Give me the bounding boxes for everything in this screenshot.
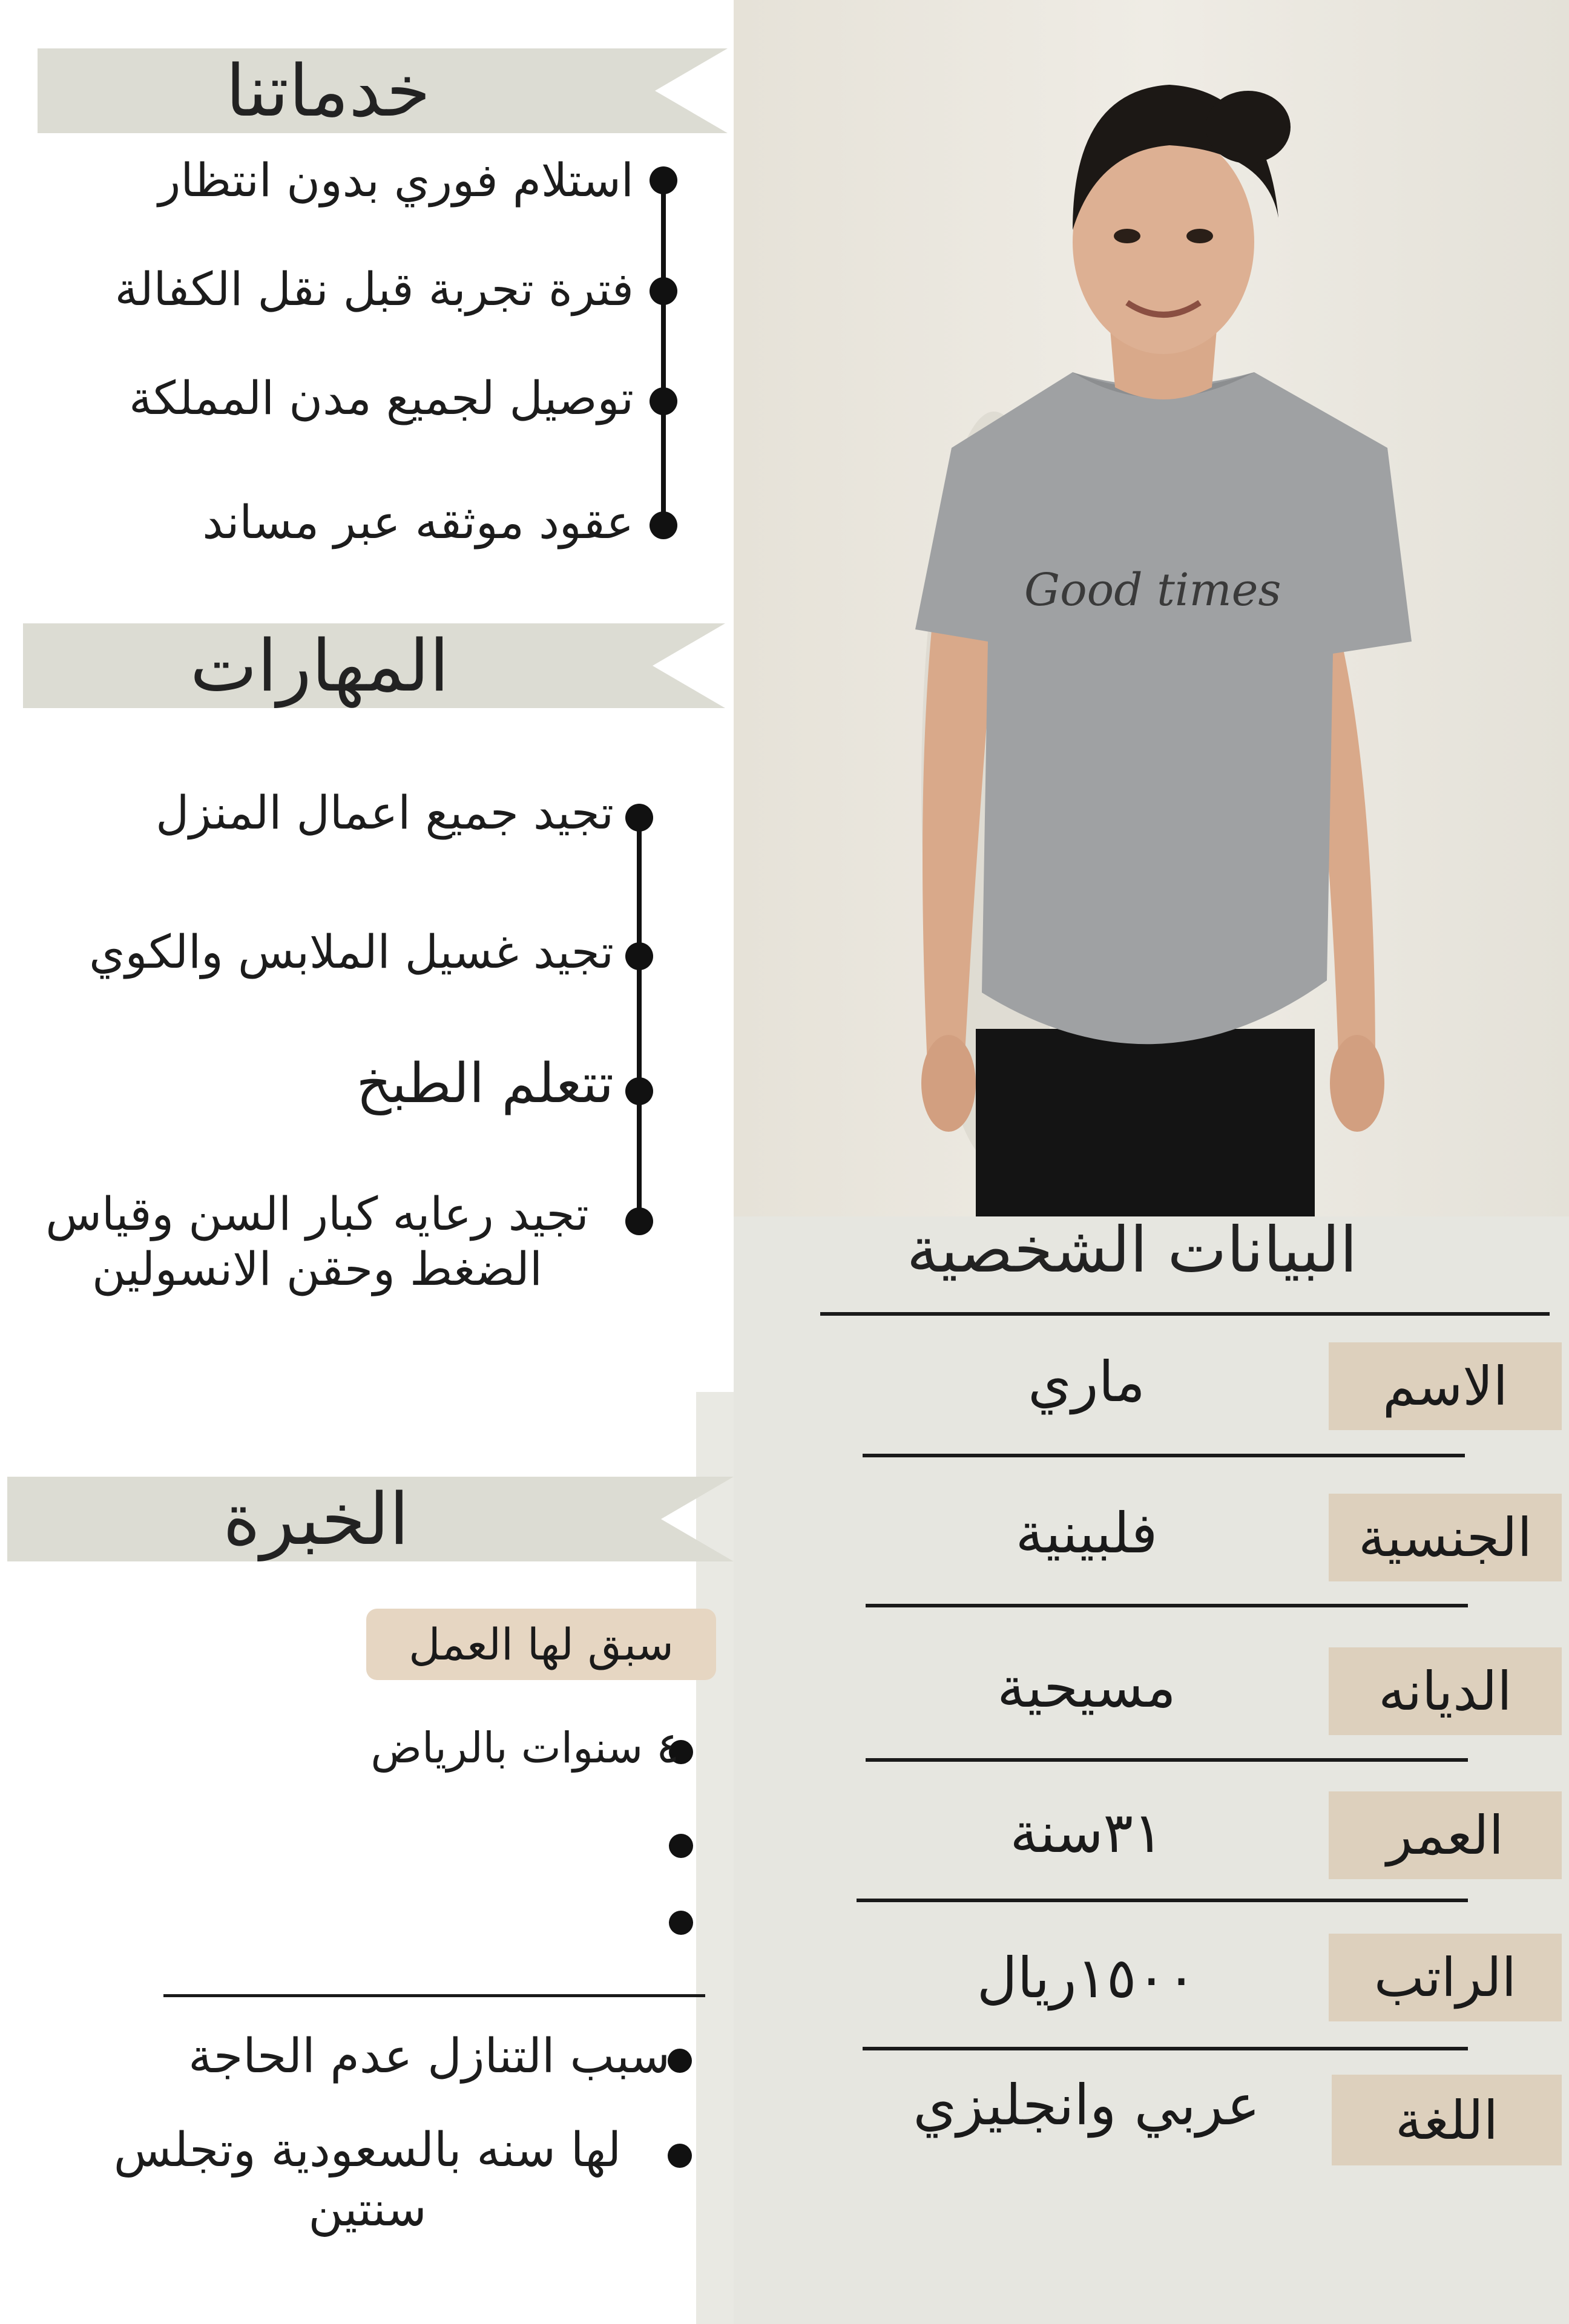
value-age: ٣١سنة (1010, 1800, 1163, 1865)
bullet-dot (625, 804, 653, 832)
label-language: اللغة (1332, 2075, 1562, 2165)
bullet-dot (625, 942, 653, 970)
experience-tag: سبق لها العمل (366, 1609, 716, 1680)
shirt-print-text: Good times (1024, 564, 1281, 616)
experience-title: الخبرة (223, 1477, 409, 1561)
skill-item: تتعلم الطبخ (356, 1052, 614, 1115)
experience-header (7, 1477, 734, 1561)
bullet-dot (625, 1207, 653, 1235)
value-nationality: فلبينية (1015, 1501, 1158, 1566)
row-rule (863, 2047, 1468, 2050)
services-timeline (661, 174, 666, 527)
value-language: عربي وانجليزي (913, 2073, 1260, 2138)
bullet-dot (650, 277, 677, 305)
title-rule (820, 1312, 1550, 1316)
service-item: فترة تجربة قبل نقل الكفالة (114, 262, 634, 316)
label-name: الاسم (1329, 1342, 1562, 1430)
bullet-dot (650, 166, 677, 194)
row-rule (857, 1899, 1468, 1902)
bullet-dot (668, 2049, 692, 2073)
note-item: سبب التنازل عدم الحاجة (188, 2029, 670, 2084)
bullet-dot (669, 1911, 693, 1935)
services-header (38, 48, 728, 133)
experience-item: ٤ سنوات بالرياض (370, 1723, 679, 1773)
service-item: استلام فوري بدون انتظار (158, 153, 634, 207)
skills-header (23, 623, 725, 708)
label-nationality: الجنسية (1329, 1494, 1562, 1581)
value-name: ماري (1028, 1350, 1145, 1414)
skill-item: تجيد رعايه كبار السن وقياس الضغط وحقن الانسولين (45, 1187, 589, 1296)
skills-timeline (637, 817, 642, 1221)
label-age: العمر (1329, 1791, 1562, 1879)
label-salary: الراتب (1329, 1934, 1562, 2021)
worker-photo (734, 0, 1569, 1216)
bullet-dot (650, 387, 677, 415)
services-title: خدماتنا (225, 49, 431, 133)
bullet-dot (625, 1077, 653, 1105)
skill-item: تجيد جميع اعمال المنزل (156, 786, 614, 839)
skill-item: تجيد غسيل الملابس والكوي (89, 925, 614, 979)
row-rule (866, 1604, 1468, 1607)
row-rule (863, 1454, 1465, 1457)
value-salary: ١٥٠٠ريال (976, 1946, 1197, 2011)
person-illustration (734, 0, 1569, 1216)
label-religion: الديانه (1329, 1647, 1562, 1735)
skills-title: المهارات (189, 624, 450, 707)
bullet-dot (669, 1834, 693, 1858)
bullet-dot (668, 2144, 692, 2168)
divider (163, 1994, 705, 1997)
personal-data-title: البيانات الشخصية (906, 1213, 1358, 1287)
service-item: توصيل لجميع مدن المملكة (129, 371, 634, 425)
note-item: لها سنه بالسعودية وتجلس سنتين (113, 2123, 622, 2237)
value-religion: مسيحية (997, 1655, 1176, 1720)
row-rule (866, 1758, 1468, 1762)
bullet-dot (650, 511, 677, 539)
service-item: عقود موثقه عبر مساند (202, 495, 634, 549)
